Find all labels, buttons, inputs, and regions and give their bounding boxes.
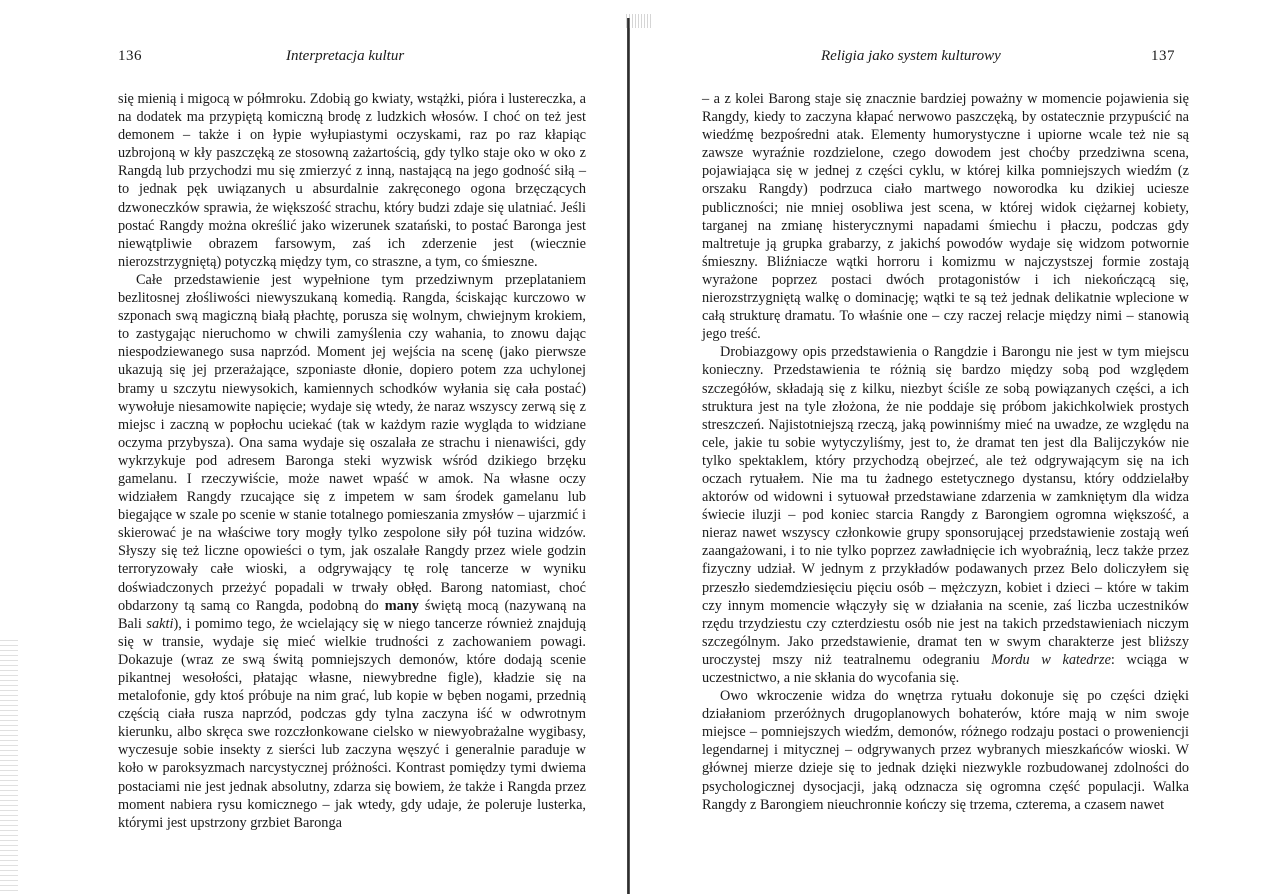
spine-shadow — [626, 14, 652, 28]
paragraph-text: – a z kolei Barong staje się znacznie bardziej poważny w momencie pojawienia się Rangdy, kiedy to zaczyna kłapać nerwowo paszczęką, by ostatecznie przypuścić na wiedźmę bezpośredni atak. Elementy humorystyczne i upiorne wcale też nie są zawsze wyraźnie rozdzielone, czego dowodem jest choćby przedziwna scena, pojawiająca się w jednej z części cyklu, w której kilka pomniejszych wiedźm (z orszaku Rangdy) podrzuca ciało martwego noworodka ku dzikiej uciesze publiczności; nie mniej osobliwa jest scena, w której widok ciężarnej kobiety, targanej na zmianę histerycznymi napadami śmiechu i płaczu, podczas gdy maltretuje ją grupka grabarzy, z jakichś powodów wydaje się widzom potwornie śmieszny. Bliźniacze wątki horroru i komizmu w najczystszej formie zostają wyrażone poprzez postaci dwóch protagonistów i ich niekończącą się, nierozstrzygniętą walkę o dominację; wątki te są też jednak delikatnie wplecione w całą strukturę dramatu. To właśnie one – czy raczej relacje między nimi – stanowią jego treść. — [702, 91, 1189, 343]
bold-text: many — [384, 597, 419, 614]
right-page-number: 137 — [1151, 48, 1175, 64]
left-page-number: 136 — [118, 48, 142, 64]
paragraph-text: : wciąga w uczestnictwo, a nie skłania do wycofania się. — [702, 651, 1189, 686]
right-page-body-text — [702, 90, 1189, 814]
left-running-title: Interpretacja kultur — [286, 48, 405, 64]
paragraph — [702, 687, 1189, 814]
paragraph-text: świętą mocą (nazywaną na Bali — [118, 597, 586, 632]
left-page-header — [118, 46, 518, 66]
paragraph — [118, 90, 586, 271]
italic-text: sakti — [146, 615, 174, 632]
paragraph-text: ), i pomimo tego, że wcielający się w niego tancerze również znajdują się w transie, wydaje się mieć wielkie trudności z zachowaniem powagi. Dokazuje (wraz ze swą świtą pomniejszych demonów, które dodają scenie pikantnej wesołości, płatając własne, niewybredne figle), kładzie się na metalofonie, gdy ktoś próbuje na nim grać, lub kopie w bęben nogami, przednią częścią ciała rusza naprzód, podczas gdy tylna zaczyna iść w odwrotnym kierunku, albo skręca swe rozczłonkowane cielsko w niewyobrażalne wygibasy, wyczesuje sobie insekty z sierści lub zaczyna węszyć i generalnie paraduje w koło w paroksyzmach narcystycznej próżności. Kontrast pomiędzy tymi dwiema postaciami nie jest jednak absolutny, zdarza się bowiem, że także i Rangda przez moment nabiera rysu komicznego – jak wtedy, gdy udaje, że poleruje lusterka, którymi jest upstrzony grzbiet Baronga — [118, 615, 586, 831]
left-page-body-text — [118, 90, 586, 832]
scan-edge-shadow — [0, 640, 18, 894]
paragraph — [118, 271, 586, 832]
italic-text: Mordu w katedrze — [991, 651, 1111, 668]
right-page-header — [821, 46, 1211, 66]
book-spine — [627, 18, 630, 894]
paragraph-text: Całe przedstawienie jest wypełnione tym przedziwnym przeplataniem bezlitosnej złośliwości niewyszukaną komedią. Rangda, ściskając kurczowo w szponach swą magiczną białą płachtę, porusza się wolnym, chwiejnym krokiem, to zastygając nieruchomo w chwili zamyślenia czy wahania, to znowu dając niespodziewanego susa naprzód. Moment jej wejścia na scenę (jako pierwsze ukazują się jej przerażające, szponiaste dłonie, dopiero potem zza uchylonej bramy u szczytu niewysokich, kamiennych schodków wyłania się cała postać) wywołuje niesamowite napięcie; wydaje się wtedy, że naraz wszyscy zerwą się z miejsc i zaczną w popłochu uciekać (tak w każdym razie wygląda to widziane oczyma przybysza). Ona sama wydaje się oszalała ze strachu i nienawiści, gdy wykrzykuje pod adresem Baronga steki wyzwisk wśród dzikiego brzęku gamelanu. I rzeczywiście, może nawet wpaść w amok. Na własne oczy widziałem Rangdy rzucające się z impetem w sam środek gamelanu lub biegające w szale po scenie w stanie totalnego pomieszania zmysłów – ujarzmić i skierować je na właściwe tory mogły tylko zespolone siły pół tuzina widzów. Słyszy się też liczne opowieści o tym, jak oszalałe Rangdy przez wiele godzin terroryzowały całe wioski, a odgrywający tę rolę tancerze w wyniku doświadczonych przeżyć popadali w trwały obłęd. Barong natomiast, choć obdarzony tą samą co Rangda, podobną do — [118, 271, 586, 614]
paragraph-text: Drobiazgowy opis przedstawienia o Rangdzie i Barongu nie jest w tym miejscu konieczny. Przedstawienia te różnią się bardzo między sobą pod względem szczegółów, składają się z kilku, niezbyt ściśle ze sobą powiązanych części, a ich struktura jest na tyle złożona, że nie poddaje się próbom jakichkolwiek prostych streszczeń. Najistotniejszą rzeczą, jaką powinniśmy mieć na uwadze, ze względu na cele, jakie tu sobie wytyczyliśmy, jest to, że dramat ten jest dla Balijczyków nie tylko spektaklem, który przychodzą obejrzeć, ale też odgrywającym się na ich oczach rytuałem. Nie ma tu żadnego estetycznego dystansu, który oddzielałby aktorów od widowni i sytuował przedstawiane zdarzenia w zamkniętym dla widza świecie iluzji – pod koniec starcia Rangdy z Barongiem ogromna większość, a nieraz nawet wszyscy członkowie grupy sponsorującej przedstawienie zostają weń zaangażowani, i to nie tylko poprzez zawładnięcie ich wyobraźnią, lecz także przez fizyczny udział. W jednym z przykładów podawanych przez Belo doliczyłem się przeszło siedemdziesięciu pięciu osób – mężczyzn, kobiet i dzieci – które w takim czy innym momencie włączyły się w działania na scenie, zaś liczba uczestników rzędu trzydziestu czy czterdziestu osób nie jest na takich przedstawieniach niczym szczególnym. Jako przedstawienie, dramat ten w swym charakterze jest bliższy uroczystej mszy niż teatralnemu odegraniu — [702, 344, 1189, 668]
paragraph-text: Owo wkroczenie widza do wnętrza rytuału dokonuje się po części dzięki działaniom przeróżnych drugoplanowych bohaterów, które mają w nim swoje miejsce – pomniejszych wiedźm, demonów, różnego rodzaju postaci o proweniencji legendarnej i mitycznej – odgrywanych przez wybranych mieszkańców wioski. W głównej mierze dzieje się to jednak dzięki niezwykle rozbudowanej zdolności do psychologicznej dysocjacji, jaką odznacza się ogromna część populacji. Walka Rangdy z Barongiem nieuchronnie kończy się trzema, czterema, a czasem nawet — [702, 688, 1189, 813]
right-running-title: Religia jako system kulturowy — [821, 48, 1001, 64]
paragraph — [702, 90, 1189, 343]
paragraph-text: się mienią i migocą w półmroku. Zdobią go kwiaty, wstążki, pióra i lustereczka, a na dodatek ma przypiętą komiczną brodę z ludzkich włosów. I choć on też jest demonem – także i on łypie wyłupiastymi oczyskami, raz po raz kłapiąc uzbrojoną w kły paszczęką ze stosowną zażartością, gdy tylko staje oko w oko z Rangdą lub przychodzi mu się zmierzyć z inną, nastającą na jego godność siłą – to jednak pęk uwiązanych u absurdalnie zakręconego ogona brzęczących dzwoneczków sprawia, że większość strachu, który budzi zdaje się ulatniać. Jeśli postać Rangdy można określić jako wizerunek szatański, to postać Baronga jest niewątpliwie obrazem farsowym, zaś ich zderzenie jest (wiecznie nierozstrzygniętą) potyczką między tym, co straszne, a tym, co śmieszne. — [118, 91, 586, 270]
right-page — [631, 0, 1262, 894]
paragraph — [702, 343, 1189, 687]
